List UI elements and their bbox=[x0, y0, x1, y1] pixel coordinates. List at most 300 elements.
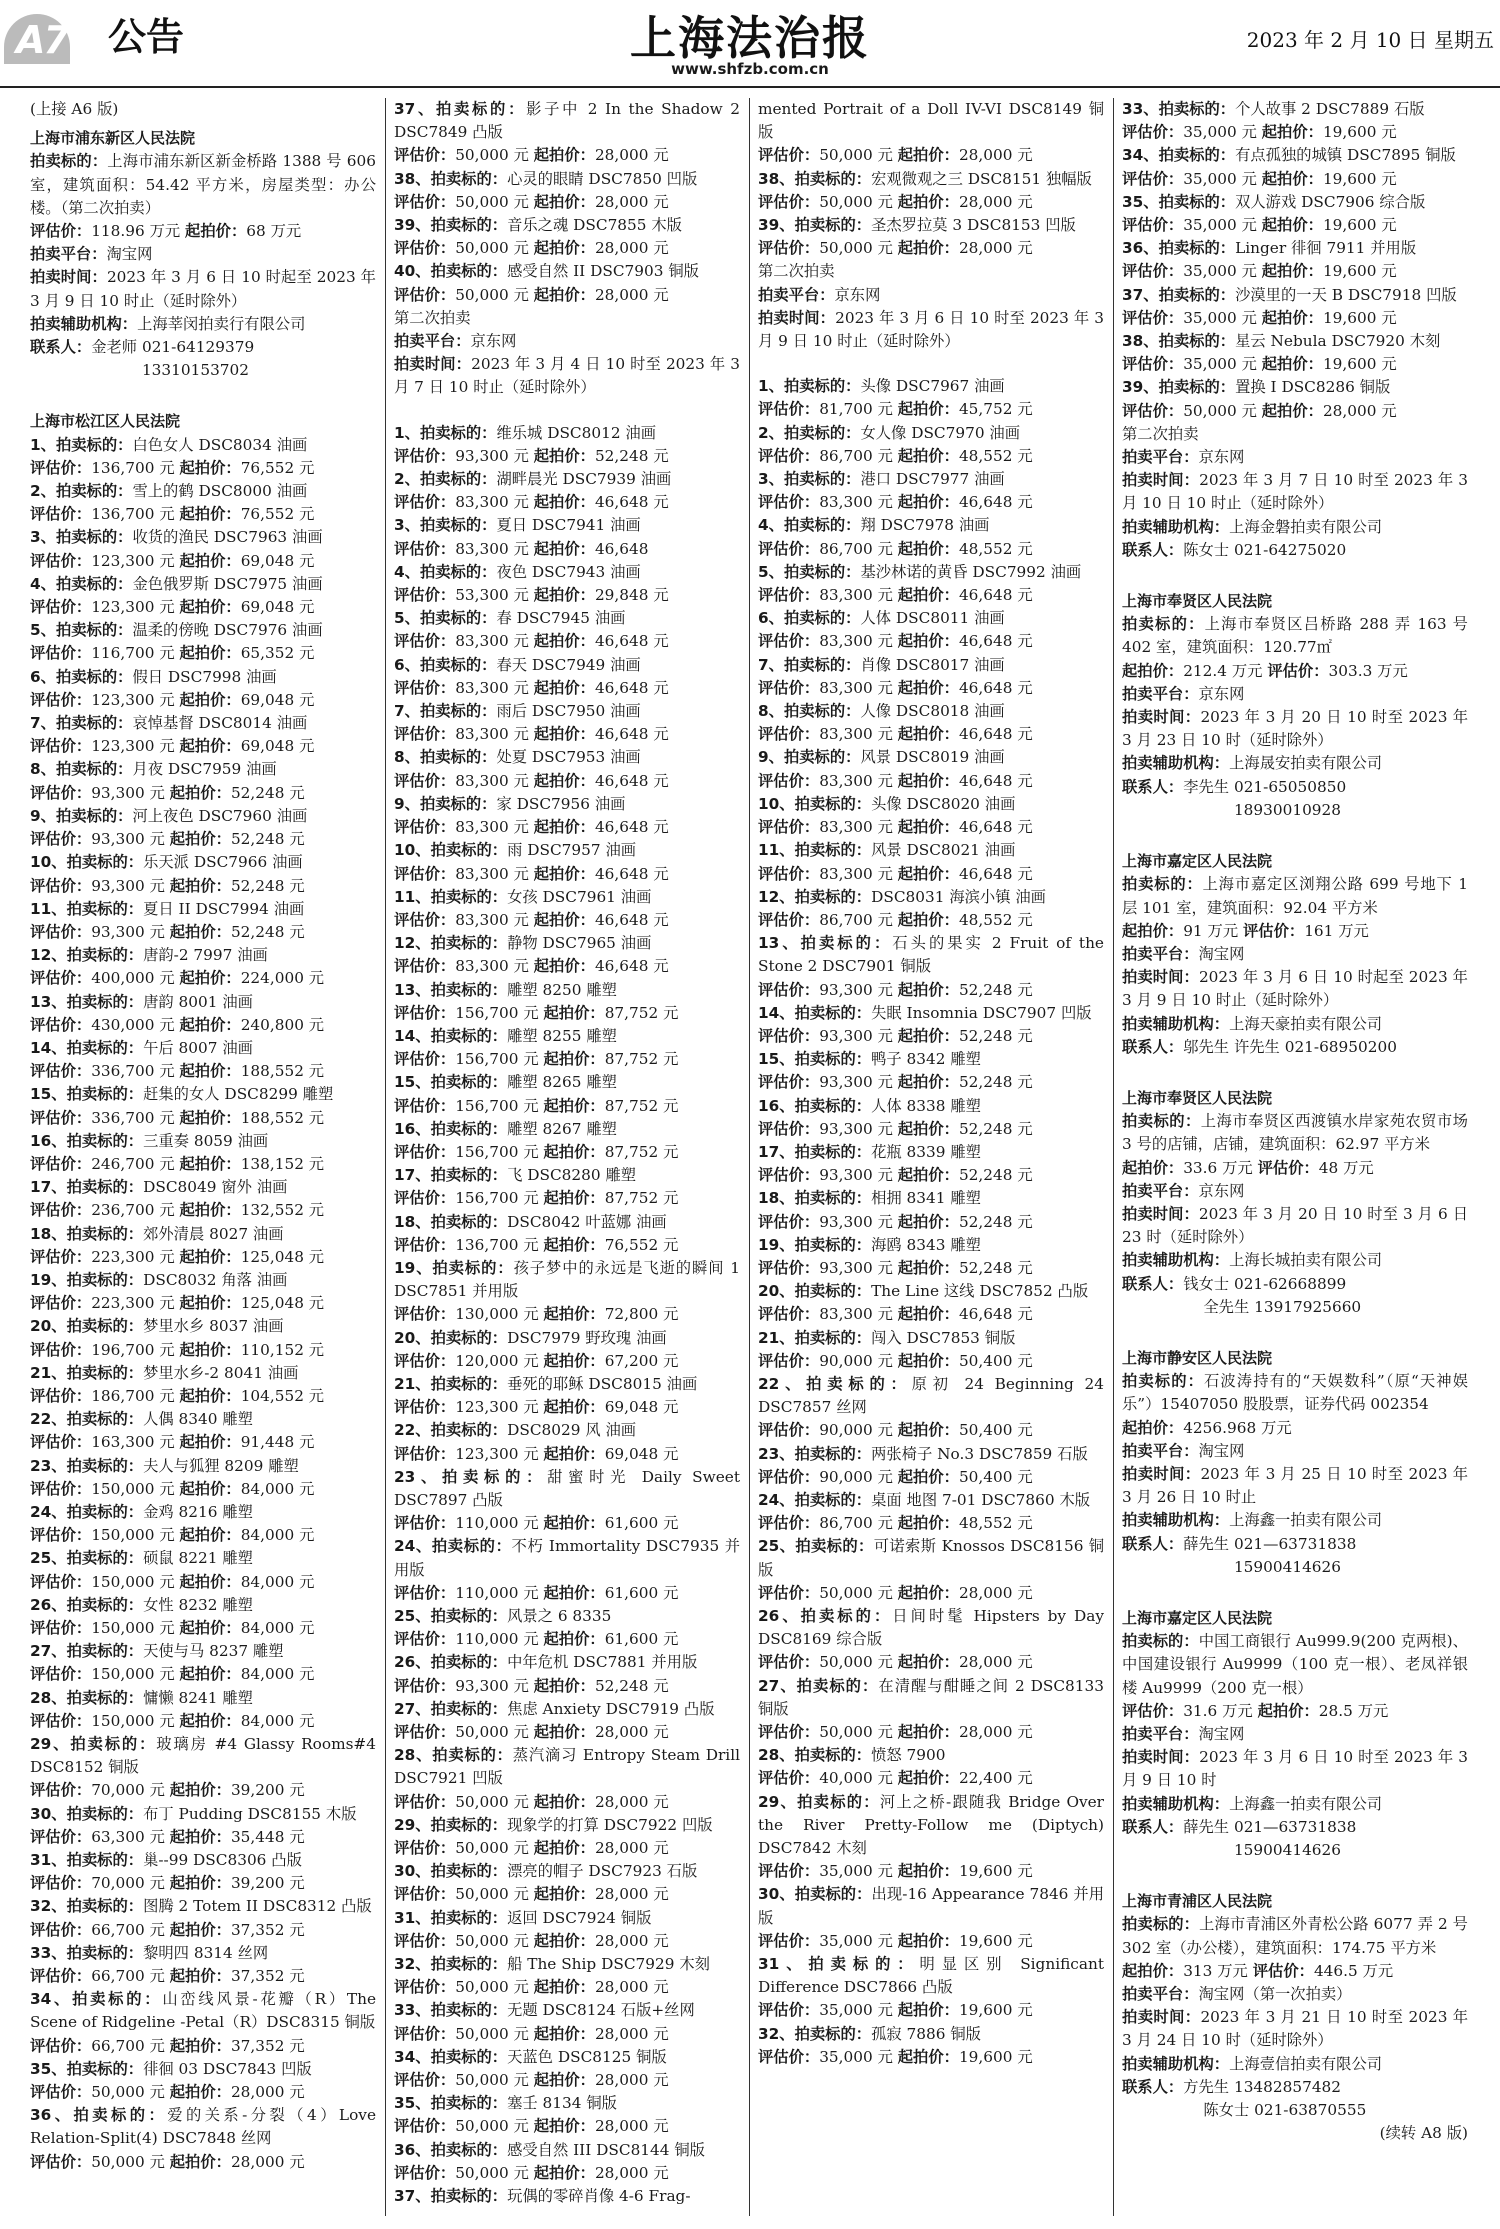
announcement-line: 31、拍卖标的：巢--99 DSC8306 凸版 bbox=[30, 1851, 302, 1870]
announcement-line: 25、拍卖标的：硕鼠 8221 雕塑 bbox=[30, 1549, 253, 1568]
announcement-line: 评估价：93,300 元 起拍价：52,248 元 bbox=[758, 1258, 1033, 1277]
announcement-line: 起拍价：33.6 万元 评估价：48 万元 bbox=[1122, 1158, 1374, 1177]
announcement-line: 评估价：93,300 元 起拍价：52,248 元 bbox=[758, 1073, 1033, 1092]
newspaper-masthead-logo: 上海法治报 bbox=[630, 11, 870, 65]
announcement-line: 评估价：150,000 元 起拍价：84,000 元 bbox=[30, 1526, 315, 1545]
announcement-line: 3、拍卖标的：港口 DSC7977 油画 bbox=[758, 470, 1005, 489]
spacer bbox=[758, 353, 1104, 375]
announcement-line: 第二次拍卖 bbox=[394, 308, 471, 327]
announcement-line: 19、拍卖标的：孩子梦中的永远是飞逝的瞬间 1 DSC7851 并用版 bbox=[394, 1258, 740, 1301]
announcement-line: 评估价：50,000 元 起拍价：28,000 元 bbox=[394, 1723, 669, 1742]
column-3 bbox=[758, 98, 1104, 2216]
court-heading: 上海市静安区人民法院 bbox=[1122, 1348, 1273, 1367]
column-divider bbox=[385, 98, 386, 2216]
announcement-line: 评估价：130,000 元 起拍价：72,800 元 bbox=[394, 1305, 679, 1324]
section-title: 公告 bbox=[108, 15, 185, 59]
announcement-line: 评估价：156,700 元 起拍价：87,752 元 bbox=[394, 1189, 679, 1208]
announcement-line: 评估价：93,300 元 起拍价：52,248 元 bbox=[30, 876, 305, 895]
announcement-line: 拍卖标的：上海市奉贤区吕桥路 288 弄 163 号 402 室，建筑面积：120.77㎡ bbox=[1122, 615, 1468, 657]
spacer bbox=[1122, 1319, 1468, 1341]
announcement-line: 17、拍卖标的：DSC8049 窗外 油画 bbox=[30, 1178, 288, 1197]
announcement-line: 拍卖辅助机构：上海鑫一拍卖有限公司 bbox=[1122, 1794, 1383, 1813]
announcement-line: 23、拍卖标的：两张椅子 No.3 DSC7859 石版 bbox=[758, 1444, 1088, 1463]
announcement-line: 评估价：83,300 元 起拍价：46,648 元 bbox=[394, 678, 669, 697]
announcement-line: 拍卖时间：2023 年 3 月 6 日 10 时至 2023 年 3 月 9 日 10 时止（延时除外） bbox=[758, 308, 1104, 351]
announcement-line: 评估价：86,700 元 起拍价：48,552 元 bbox=[758, 1514, 1033, 1533]
newspaper-url: www.shfzb.com.cn bbox=[671, 60, 829, 78]
announcement-line: 14、拍卖标的：午后 8007 油画 bbox=[30, 1038, 253, 1057]
announcement-line: 评估价：150,000 元 起拍价：84,000 元 bbox=[30, 1665, 315, 1684]
announcement-line: 拍卖标的：石波涛持有的“天娱数科”（原“天神娱乐”）15407050 股股票，证券代码 002354 bbox=[1122, 1372, 1468, 1414]
announcement-line: 评估价：50,000 元 起拍价：28,000 元 bbox=[394, 2117, 669, 2136]
court-heading: 上海市奉贤区人民法院 bbox=[1122, 592, 1273, 611]
announcement-line: 评估价：50,000 元 起拍价：28,000 元 bbox=[394, 146, 669, 165]
announcement-line: 拍卖平台：京东网 bbox=[1122, 684, 1245, 703]
announcement-line: 拍卖时间：2023 年 3 月 20 日 10 时至 2023 年 3 月 23 日 10 时（延时除外） bbox=[1122, 708, 1468, 750]
spacer bbox=[394, 400, 740, 422]
announcement-line: 评估价：53,300 元 起拍价：29,848 元 bbox=[394, 586, 669, 605]
announcement-line: 34、拍卖标的：山峦线风景-花瓣（R）The Scene of Ridgeline -Petal（R）DSC8315 铜版 bbox=[30, 1990, 376, 2032]
announcement-line: 拍卖时间：2023 年 3 月 6 日 10 时起至 2023 年 3 月 9 日 10 时止（延时除外） bbox=[1122, 968, 1468, 1010]
announcement-line: 12、拍卖标的：静物 DSC7965 油画 bbox=[394, 934, 652, 953]
announcement-line: 评估价：123,300 元 起拍价：69,048 元 bbox=[30, 551, 315, 570]
announcement-line: 36、拍卖标的：Linger 徘徊 7911 并用版 bbox=[1122, 239, 1417, 258]
announcement-line: 40、拍卖标的：感受自然 II DSC7903 铜版 bbox=[394, 262, 699, 281]
announcement-line: 8、拍卖标的：人像 DSC8018 油画 bbox=[758, 702, 1005, 721]
announcement-line: 评估价：163,300 元 起拍价：91,448 元 bbox=[30, 1433, 315, 1452]
announcement-line: 拍卖平台：京东网 bbox=[1122, 448, 1245, 467]
announcement-line: 32、拍卖标的：图腾 2 Totem II DSC8312 凸版 bbox=[30, 1897, 372, 1916]
announcement-line: 评估价：156,700 元 起拍价：87,752 元 bbox=[394, 1050, 679, 1069]
announcement-line: 联系人：金老师 021-64129379 bbox=[30, 338, 255, 357]
announcement-line: 评估价：90,000 元 起拍价：50,400 元 bbox=[758, 1421, 1033, 1440]
announcement-line: 34、拍卖标的：天蓝色 DSC8125 铜版 bbox=[394, 2047, 667, 2066]
announcement-line: 拍卖平台：淘宝网 bbox=[1122, 1441, 1245, 1460]
announcement-line: 17、拍卖标的：飞 DSC8280 雕塑 bbox=[394, 1166, 637, 1185]
announcement-line: 评估价：400,000 元 起拍价：224,000 元 bbox=[30, 969, 325, 988]
announcement-line: 评估价：35,000 元 起拍价：19,600 元 bbox=[1122, 169, 1397, 188]
announcement-line: 24、拍卖标的：桌面 地图 7-01 DSC7860 木版 bbox=[758, 1490, 1091, 1509]
announcement-line: 评估价：430,000 元 起拍价：240,800 元 bbox=[30, 1015, 325, 1034]
announcement-line: 27、拍卖标的：在清醒与酣睡之间 2 DSC8133 铜版 bbox=[758, 1676, 1104, 1718]
announcement-line: 5、拍卖标的：温柔的傍晚 DSC7976 油画 bbox=[30, 621, 323, 640]
announcement-line: 评估价：50,000 元 起拍价：28,000 元 bbox=[758, 1583, 1033, 1602]
announcement-line: 38、拍卖标的：宏观微观之三 DSC8151 独幅版 bbox=[758, 169, 1092, 188]
announcement-line: 评估价：93,300 元 起拍价：52,248 元 bbox=[758, 1212, 1033, 1231]
announcement-line: 35、拍卖标的：徘徊 03 DSC7843 凹版 bbox=[30, 2059, 312, 2078]
announcement-line: 评估价：81,700 元 起拍价：45,752 元 bbox=[758, 400, 1033, 419]
announcement-line: 起拍价：91 万元 评估价：161 万元 bbox=[1122, 921, 1369, 940]
announcement-line: (上接 A6 版) bbox=[30, 100, 119, 118]
announcement-line: 拍卖平台：京东网 bbox=[758, 285, 881, 304]
announcement-line: 评估价：35,000 元 起拍价：19,600 元 bbox=[1122, 355, 1397, 374]
announcement-line: 7、拍卖标的：雨后 DSC7950 油画 bbox=[394, 702, 641, 721]
announcement-line: 31、拍卖标的：明显区别 Significant Difference DSC7866 凸版 bbox=[758, 1955, 1104, 1997]
announcement-line: 16、拍卖标的：雕塑 8267 雕塑 bbox=[394, 1119, 617, 1138]
announcement-line: 评估价：50,000 元 起拍价：28,000 元 bbox=[394, 1931, 669, 1950]
announcement-line: 13、拍卖标的：石头的果实 2 Fruit of the Stone 2 DSC7901 铜版 bbox=[758, 934, 1104, 976]
announcement-line: 评估价：50,000 元 起拍价：28,000 元 bbox=[394, 2071, 669, 2090]
court-heading: 上海市青浦区人民法院 bbox=[1122, 1892, 1273, 1911]
spacer bbox=[1122, 562, 1468, 584]
announcement-line: 39、拍卖标的：圣杰罗拉莫 3 DSC8153 凹版 bbox=[758, 216, 1076, 235]
announcement-line: 评估价：50,000 元 起拍价：28,000 元 bbox=[30, 2083, 305, 2102]
announcement-line: 评估价：35,000 元 起拍价：19,600 元 bbox=[1122, 262, 1397, 281]
announcement-line: 评估价：196,700 元 起拍价：110,152 元 bbox=[30, 1340, 325, 1359]
announcement-line: 评估价：236,700 元 起拍价：132,552 元 bbox=[30, 1201, 325, 1220]
announcement-line: 联系人：薛先生 021—63731838 bbox=[1122, 1817, 1357, 1836]
announcement-line: 评估价：86,700 元 起拍价：48,552 元 bbox=[758, 910, 1033, 929]
announcement-line: 36、拍卖标的：感受自然 III DSC8144 铜版 bbox=[394, 2140, 705, 2159]
announcement-line: 评估价：66,700 元 起拍价：37,352 元 bbox=[30, 1967, 305, 1986]
announcement-line: 20、拍卖标的：DSC7979 野玫瑰 油画 bbox=[394, 1328, 667, 1347]
announcement-line: 10、拍卖标的：乐天派 DSC7966 油画 bbox=[30, 853, 303, 872]
announcement-line: 13、拍卖标的：雕塑 8250 雕塑 bbox=[394, 980, 617, 999]
announcement-line: 评估价：50,000 元 起拍价：28,000 元 bbox=[394, 192, 669, 211]
announcement-line: 29、拍卖标的：河上之桥-跟随我 Bridge Over the River Pretty-Follow me (Diptych) DSC7842 木刻 bbox=[758, 1792, 1104, 1858]
announcement-line: 拍卖标的：上海市奉贤区西渡镇水岸家苑农贸市场 3 号的店铺，店铺，建筑面积：62.97 平方米 bbox=[1122, 1112, 1468, 1154]
announcement-line: 拍卖辅助机构：上海金磐拍卖有限公司 bbox=[1122, 517, 1383, 536]
announcement-line: 拍卖时间：2023 年 3 月 4 日 10 时至 2023 年 3 月 7 日 10 时止（延时除外） bbox=[394, 355, 740, 397]
announcement-line: 评估价：83,300 元 起拍价：46,648 元 bbox=[758, 725, 1033, 744]
announcement-columns bbox=[30, 98, 1470, 2216]
announcement-line: 评估价：70,000 元 起拍价：39,200 元 bbox=[30, 1781, 305, 1800]
announcement-line: 9、拍卖标的：风景 DSC8019 油画 bbox=[758, 748, 1005, 767]
announcement-line: 32、拍卖标的：船 The Ship DSC7929 木刻 bbox=[394, 1955, 710, 1974]
announcement-line: 评估价：86,700 元 起拍价：48,552 元 bbox=[758, 446, 1033, 465]
announcement-line: 28、拍卖标的：蒸汽滴习 Entropy Steam Drill DSC7921 凹版 bbox=[394, 1746, 740, 1788]
announcement-line: 评估价：156,700 元 起拍价：87,752 元 bbox=[394, 1142, 679, 1161]
announcement-line: 评估价：50,000 元 起拍价：28,000 元 bbox=[758, 239, 1033, 258]
announcement-line: 评估价：136,700 元 起拍价：76,552 元 bbox=[394, 1235, 679, 1254]
announcement-line: 9、拍卖标的：河上夜色 DSC7960 油画 bbox=[30, 806, 308, 825]
announcement-line: 14、拍卖标的：雕塑 8255 雕塑 bbox=[394, 1026, 617, 1045]
announcement-line: 拍卖平台：淘宝网 bbox=[1122, 944, 1245, 963]
announcement-line: 拍卖标的：上海市青浦区外青松公路 6077 弄 2 号 302 室（办公楼），建筑面积：174.75 平方米 bbox=[1122, 1915, 1468, 1957]
announcement-line: 评估价：93,300 元 起拍价：52,248 元 bbox=[758, 1026, 1033, 1045]
announcement-line: 拍卖平台：淘宝网（第一次拍卖） bbox=[1122, 1985, 1352, 2004]
announcement-line: 10、拍卖标的：雨 DSC7957 油画 bbox=[394, 841, 637, 860]
announcement-line: 评估价：83,300 元 起拍价：46,648 元 bbox=[394, 632, 669, 651]
announcement-line: 15、拍卖标的：雕塑 8265 雕塑 bbox=[394, 1073, 617, 1092]
announcement-line: 30、拍卖标的：出现-16 Appearance 7846 并用版 bbox=[758, 1885, 1104, 1927]
spacer bbox=[1122, 1862, 1468, 1884]
announcement-line: 起拍价：4256.968 万元 bbox=[1122, 1418, 1292, 1437]
announcement-line: 29、拍卖标的：现象学的打算 DSC7922 凹版 bbox=[394, 1815, 713, 1834]
announcement-line: 评估价：93,300 元 起拍价：52,248 元 bbox=[30, 922, 305, 941]
announcement-line: 评估价：150,000 元 起拍价：84,000 元 bbox=[30, 1619, 315, 1637]
announcement-line: 33、拍卖标的：无题 DSC8124 石版+丝网 bbox=[394, 2001, 695, 2020]
announcement-line: 评估价：123,300 元 起拍价：69,048 元 bbox=[30, 737, 315, 756]
announcement-line: 4、拍卖标的：金色俄罗斯 DSC7975 油画 bbox=[30, 574, 323, 593]
announcement-line: 12、拍卖标的：DSC8031 海滨小镇 油画 bbox=[758, 887, 1046, 906]
announcement-line: 23、拍卖标的：甜蜜时光 Daily Sweet DSC7897 凸版 bbox=[394, 1467, 740, 1509]
announcement-line: 评估价：35,000 元 起拍价：19,600 元 bbox=[758, 1862, 1033, 1881]
announcement-line: 评估价：136,700 元 起拍价：76,552 元 bbox=[30, 505, 315, 524]
announcement-line: 联系人：钱女士 021-62668899 bbox=[1122, 1274, 1347, 1293]
announcement-line: 评估价：90,000 元 起拍价：50,400 元 bbox=[758, 1467, 1033, 1486]
announcement-line: 29、拍卖标的：玻璃房 #4 Glassy Rooms#4 DSC8152 铜版 bbox=[30, 1735, 376, 1777]
announcement-line: 评估价：83,300 元 起拍价：46,648 元 bbox=[758, 1305, 1033, 1324]
announcement-line: 评估价：83,300 元 起拍价：46,648 元 bbox=[758, 493, 1033, 512]
announcement-line: 评估价：31.6 万元 起拍价：28.5 万元 bbox=[1122, 1701, 1389, 1720]
announcement-line: 第二次拍卖 bbox=[758, 262, 835, 281]
announcement-line: mented Portrait of a Doll IV-VI DSC8149 铜版 bbox=[758, 100, 1104, 142]
announcement-line: 评估价：93,300 元 起拍价：52,248 元 bbox=[30, 783, 305, 802]
announcement-line: 33、拍卖标的：个人故事 2 DSC7889 石版 bbox=[1122, 100, 1425, 118]
announcement-line: 评估价：223,300 元 起拍价：125,048 元 bbox=[30, 1294, 325, 1313]
announcement-line: 10、拍卖标的：头像 DSC8020 油画 bbox=[758, 794, 1016, 813]
announcement-line: 评估价：50,000 元 起拍价：28,000 元 bbox=[394, 1839, 669, 1858]
announcement-line: 3、拍卖标的：收货的渔民 DSC7963 油画 bbox=[30, 528, 323, 547]
announcement-line: 拍卖时间：2023 年 3 月 6 日 10 时起至 2023 年 3 月 9 日 10 时止（延时除外） bbox=[30, 268, 376, 310]
announcement-line: 拍卖辅助机构：上海鑫一拍卖有限公司 bbox=[1122, 1511, 1383, 1530]
announcement-line: 评估价：223,300 元 起拍价：125,048 元 bbox=[30, 1247, 325, 1266]
announcement-line: 评估价：83,300 元 起拍价：46,648 元 bbox=[394, 771, 669, 790]
announcement-line: 19、拍卖标的：海鸥 8343 雕塑 bbox=[758, 1235, 981, 1254]
announcement-line: 评估价：93,300 元 起拍价：52,248 元 bbox=[30, 830, 305, 849]
announcement-line: 拍卖时间：2023 年 3 月 7 日 10 时至 2023 年 3 月 10 日 10 时止（延时除外） bbox=[1122, 471, 1468, 513]
announcement-line: 17、拍卖标的：花瓶 8339 雕塑 bbox=[758, 1142, 981, 1161]
announcement-line: 评估价：116,700 元 起拍价：65,352 元 bbox=[30, 644, 315, 663]
announcement-line: 联系人：方先生 13482857482 bbox=[1122, 2077, 1342, 2096]
announcement-line: 37、拍卖标的：玩偶的零碎肖像 4-6 Frag- bbox=[394, 2187, 691, 2206]
announcement-line: 拍卖辅助机构：上海晟安拍卖有限公司 bbox=[1122, 754, 1383, 773]
court-heading: 上海市嘉定区人民法院 bbox=[1122, 1608, 1273, 1627]
announcement-line: 评估价：123,300 元 起拍价：69,048 元 bbox=[30, 598, 315, 617]
announcement-line: 评估价：186,700 元 起拍价：104,552 元 bbox=[30, 1386, 325, 1405]
announcement-line: 34、拍卖标的：有点孤独的城镇 DSC7895 铜版 bbox=[1122, 146, 1456, 165]
announcement-line: 拍卖时间：2023 年 3 月 21 日 10 时至 2023 年 3 月 24 日 10 时（延时除外） bbox=[1122, 2008, 1468, 2050]
announcement-line: 拍卖平台：京东网 bbox=[1122, 1181, 1245, 1200]
announcement-line: 拍卖辅助机构：上海天豪拍卖有限公司 bbox=[1122, 1014, 1383, 1033]
announcement-line: 评估价：120,000 元 起拍价：67,200 元 bbox=[394, 1351, 679, 1370]
announcement-line: 评估价：50,000 元 起拍价：28,000 元 bbox=[394, 2024, 669, 2043]
announcement-line: 30、拍卖标的：漂亮的帽子 DSC7923 石版 bbox=[394, 1862, 698, 1881]
announcement-line: 30、拍卖标的：布丁 Pudding DSC8155 木版 bbox=[30, 1804, 357, 1823]
announcement-line: 38、拍卖标的：心灵的眼睛 DSC7850 凹版 bbox=[394, 169, 698, 188]
announcement-line: 15、拍卖标的：赶集的女人 DSC8299 雕塑 bbox=[30, 1085, 334, 1104]
announcement-line: 13310153702 bbox=[30, 361, 249, 380]
announcement-line: 2、拍卖标的：雪上的鹤 DSC8000 油画 bbox=[30, 482, 308, 501]
announcement-line: 13、拍卖标的：唐韵 8001 油画 bbox=[30, 992, 253, 1011]
announcement-line: 评估价：246,700 元 起拍价：138,152 元 bbox=[30, 1154, 325, 1173]
announcement-line: 24、拍卖标的：不朽 Immortality DSC7935 并用版 bbox=[394, 1537, 740, 1579]
announcement-line: 评估价：110,000 元 起拍价：61,600 元 bbox=[394, 1514, 679, 1533]
announcement-line: 15900414626 bbox=[1122, 1557, 1341, 1576]
announcement-line: 11、拍卖标的：女孩 DSC7961 油画 bbox=[394, 887, 652, 906]
announcement-line: 27、拍卖标的：焦虑 Anxiety DSC7919 凸版 bbox=[394, 1699, 715, 1718]
announcement-line: 16、拍卖标的：人体 8338 雕塑 bbox=[758, 1096, 981, 1115]
announcement-line: 拍卖平台：淘宝网 bbox=[30, 245, 153, 264]
announcement-line: 评估价：123,300 元 起拍价：69,048 元 bbox=[394, 1444, 679, 1463]
page-number-badge bbox=[4, 4, 100, 64]
announcement-line: 陈女士 021-63870555 bbox=[1122, 2101, 1367, 2120]
announcement-line: 评估价：50,000 元 起拍价：28,000 元 bbox=[394, 2163, 669, 2182]
announcement-line: 评估价：86,700 元 起拍价：48,552 元 bbox=[758, 539, 1033, 558]
announcement-line: 26、拍卖标的：女性 8232 雕塑 bbox=[30, 1595, 253, 1614]
court-heading: 上海市嘉定区人民法院 bbox=[1122, 852, 1273, 871]
spacer bbox=[1122, 1059, 1468, 1081]
announcement-line: 5、拍卖标的：基沙林诺的黄昏 DSC7992 油画 bbox=[758, 562, 1082, 581]
announcement-line: 14、拍卖标的：失眠 Insomnia DSC7907 凹版 bbox=[758, 1003, 1092, 1022]
announcement-line: 评估价：93,300 元 起拍价：52,248 元 bbox=[758, 1166, 1033, 1185]
announcement-line: 评估价：90,000 元 起拍价：50,400 元 bbox=[758, 1351, 1033, 1370]
announcement-line: 31、拍卖标的：返回 DSC7924 铜版 bbox=[394, 1908, 652, 1927]
announcement-line: 评估价：50,000 元 起拍价：28,000 元 bbox=[758, 1723, 1033, 1742]
announcement-line: 评估价：83,300 元 起拍价：46,648 元 bbox=[758, 864, 1033, 883]
announcement-line: 26、拍卖标的：中年危机 DSC7881 并用版 bbox=[394, 1653, 698, 1672]
announcement-line: 23、拍卖标的：夫人与狐狸 8209 雕塑 bbox=[30, 1456, 299, 1475]
announcement-line: 评估价：93,300 元 起拍价：52,248 元 bbox=[758, 980, 1033, 999]
announcement-line: 评估价：93,300 元 起拍价：52,248 元 bbox=[758, 1119, 1033, 1138]
page-number: A7 bbox=[16, 18, 68, 62]
announcement-line: 评估价：50,000 元 起拍价：28,000 元 bbox=[394, 285, 669, 304]
announcement-line: 33、拍卖标的：黎明四 8314 丝网 bbox=[30, 1943, 269, 1962]
announcement-line: 第二次拍卖 bbox=[1122, 424, 1199, 443]
announcement-line: 7、拍卖标的：哀悼基督 DSC8014 油画 bbox=[30, 714, 308, 733]
announcement-line: 评估价：336,700 元 起拍价：188,552 元 bbox=[30, 1062, 325, 1081]
announcement-line: 9、拍卖标的：家 DSC7956 油画 bbox=[394, 794, 626, 813]
announcement-line: 拍卖时间：2023 年 3 月 25 日 10 时至 2023 年 3 月 26 日 10 时止 bbox=[1122, 1464, 1468, 1507]
page-header bbox=[0, 0, 1500, 88]
announcement-line: 拍卖时间：2023 年 3 月 6 日 10 时至 2023 年 3 月 9 日 10 时 bbox=[1122, 1748, 1468, 1790]
announcement-line: 评估价：83,300 元 起拍价：46,648 元 bbox=[394, 910, 669, 929]
announcement-line: 评估价：83,300 元 起拍价：46,648 元 bbox=[394, 493, 669, 512]
announcement-line: 拍卖标的：上海市浦东新区新金桥路 1388 号 606 室，建筑面积：54.42 平方米，房屋类型：办公楼。（第二次拍卖） bbox=[30, 152, 376, 217]
announcement-line: 拍卖时间：2023 年 3 月 20 日 10 时至 3 月 6 日 23 时（延时除外） bbox=[1122, 1204, 1468, 1247]
announcement-line: 评估价：83,300 元 起拍价：46,648 元 bbox=[758, 771, 1033, 790]
announcement-line: 评估价：110,000 元 起拍价：61,600 元 bbox=[394, 1630, 679, 1649]
announcement-line: 18、拍卖标的：DSC8042 叶蓝娜 油画 bbox=[394, 1212, 667, 1231]
announcement-line: 25、拍卖标的：风景之 6 8335 bbox=[394, 1607, 612, 1625]
announcement-line: 评估价：50,000 元 起拍价：28,000 元 bbox=[394, 1885, 669, 1904]
column-1 bbox=[30, 98, 376, 2216]
announcement-line: 评估价：50,000 元 起拍价：28,000 元 bbox=[30, 2152, 305, 2171]
announcement-line: 评估价：83,300 元 起拍价：46,648 bbox=[394, 539, 649, 558]
announcement-line: 35、拍卖标的：塞壬 8134 铜版 bbox=[394, 2094, 617, 2113]
announcement-line: 36、拍卖标的：爱的关系-分裂（4）Love Relation-Split(4) DSC7848 丝网 bbox=[30, 2106, 376, 2148]
announcement-line: 评估价：83,300 元 起拍价：46,648 元 bbox=[758, 678, 1033, 697]
announcement-line: 评估价：136,700 元 起拍价：76,552 元 bbox=[30, 458, 315, 477]
column-4 bbox=[1122, 98, 1468, 2216]
spacer bbox=[1122, 1579, 1468, 1601]
announcement-line: 评估价：35,000 元 起拍价：19,600 元 bbox=[758, 2047, 1033, 2066]
announcement-line: 评估价：150,000 元 起拍价：84,000 元 bbox=[30, 1479, 315, 1498]
announcement-line: 20、拍卖标的：梦里水乡 8037 油画 bbox=[30, 1317, 284, 1336]
announcement-line: 21、拍卖标的：梦里水乡-2 8041 油画 bbox=[30, 1363, 299, 1382]
announcement-line: 27、拍卖标的：天使与马 8237 雕塑 bbox=[30, 1642, 284, 1661]
announcement-line: 4、拍卖标的：翔 DSC7978 油画 bbox=[758, 516, 990, 535]
announcement-line: 评估价：93,300 元 起拍价：52,248 元 bbox=[394, 446, 669, 465]
column-divider bbox=[1113, 98, 1114, 2216]
announcement-line: 12、拍卖标的：唐韵-2 7997 油画 bbox=[30, 946, 268, 965]
column-divider bbox=[749, 98, 750, 2216]
announcement-line: 3、拍卖标的：夏日 DSC7941 油画 bbox=[394, 516, 641, 535]
announcement-line: 评估价：35,000 元 起拍价：19,600 元 bbox=[758, 2001, 1033, 2020]
announcement-line: 全先生 13917925660 bbox=[1122, 1297, 1362, 1316]
announcement-line: 评估价：35,000 元 起拍价：19,600 元 bbox=[1122, 123, 1397, 142]
announcement-line: 联系人：李先生 021-65050850 bbox=[1122, 777, 1347, 796]
announcement-line: 联系人：邬先生 许先生 021-68950200 bbox=[1122, 1037, 1397, 1056]
announcement-line: 评估价：66,700 元 起拍价：37,352 元 bbox=[30, 2036, 305, 2055]
announcement-line: 评估价：66,700 元 起拍价：37,352 元 bbox=[30, 1920, 305, 1939]
announcement-line: 22、拍卖标的：原初 24 Beginning 24 DSC7857 丝网 bbox=[758, 1374, 1104, 1417]
announcement-line: 2、拍卖标的：女人像 DSC7970 油画 bbox=[758, 423, 1021, 442]
announcement-line: 39、拍卖标的：音乐之魂 DSC7855 木版 bbox=[394, 216, 682, 235]
column-2 bbox=[394, 98, 740, 2216]
announcement-line: 37、拍卖标的：沙漠里的一天 B DSC7918 凹版 bbox=[1122, 285, 1457, 304]
announcement-line: 评估价：123,300 元 起拍价：69,048 元 bbox=[30, 690, 315, 709]
announcement-line: 20、拍卖标的：The Line 这线 DSC7852 凸版 bbox=[758, 1282, 1089, 1301]
announcement-line: 评估价：50,000 元 起拍价：28,000 元 bbox=[394, 1978, 669, 1997]
spacer bbox=[30, 382, 376, 404]
announcement-line: 评估价：50,000 元 起拍价：28,000 元 bbox=[394, 1792, 669, 1811]
announcement-line: 评估价：83,300 元 起拍价：46,648 元 bbox=[758, 586, 1033, 605]
announcement-line: 评估价：156,700 元 起拍价：87,752 元 bbox=[394, 1003, 679, 1022]
announcement-line: 39、拍卖标的：置换 I DSC8286 铜版 bbox=[1122, 378, 1391, 397]
announcement-line: 拍卖辅助机构：上海莘闵拍卖行有限公司 bbox=[30, 314, 306, 333]
announcement-line: 15、拍卖标的：鸭子 8342 雕塑 bbox=[758, 1050, 981, 1069]
announcement-line: 评估价：35,000 元 起拍价：19,600 元 bbox=[1122, 308, 1397, 327]
announcement-line: 11、拍卖标的：风景 DSC8021 油画 bbox=[758, 841, 1016, 860]
announcement-line: 评估价：40,000 元 起拍价：22,400 元 bbox=[758, 1769, 1033, 1788]
announcement-line: 22、拍卖标的：DSC8029 风 油画 bbox=[394, 1421, 637, 1440]
announcement-line: 18、拍卖标的：相拥 8341 雕塑 bbox=[758, 1189, 981, 1208]
announcement-line: 21、拍卖标的：闯入 DSC7853 铜版 bbox=[758, 1328, 1016, 1347]
announcement-line: 26、拍卖标的：日间时髦 Hipsters by Day DSC8169 综合版 bbox=[758, 1607, 1104, 1649]
announcement-line: 6、拍卖标的：假日 DSC7998 油画 bbox=[30, 667, 277, 686]
announcement-line: 拍卖标的：上海市嘉定区浏翔公路 699 号地下 1 层 101 室，建筑面积：92.04 平方米 bbox=[1122, 875, 1468, 917]
announcement-line: 评估价：50,000 元 起拍价：28,000 元 bbox=[758, 146, 1033, 165]
announcement-line: 1、拍卖标的：头像 DSC7967 油画 bbox=[758, 377, 1005, 396]
announcement-line: 25、拍卖标的：可诺索斯 Knossos DSC8156 铜版 bbox=[758, 1537, 1104, 1579]
announcement-line: 32、拍卖标的：孤寂 7886 铜版 bbox=[758, 2024, 981, 2043]
announcement-line: 18930010928 bbox=[1122, 800, 1341, 819]
announcement-line: 起拍价：313 万元 评估价：446.5 万元 bbox=[1122, 1961, 1394, 1980]
announcement-line: 16、拍卖标的：三重奏 8059 油画 bbox=[30, 1131, 269, 1150]
announcement-line: 2、拍卖标的：湖畔晨光 DSC7939 油画 bbox=[394, 470, 672, 489]
announcement-line: 6、拍卖标的：人体 DSC8011 油画 bbox=[758, 609, 1005, 628]
announcement-line: 37、拍卖标的：影子中 2 In the Shadow 2 DSC7849 凸版 bbox=[394, 100, 740, 142]
announcement-line: 评估价：50,000 元 起拍价：28,000 元 bbox=[394, 239, 669, 258]
announcement-line: 11、拍卖标的：夏日 II DSC7994 油画 bbox=[30, 899, 305, 918]
announcement-line: 8、拍卖标的：处夏 DSC7953 油画 bbox=[394, 748, 641, 767]
announcement-line: 28、拍卖标的：慵懒 8241 雕塑 bbox=[30, 1688, 253, 1707]
announcement-line: 拍卖平台：京东网 bbox=[394, 332, 517, 351]
announcement-line: 1、拍卖标的：维乐城 DSC8012 油画 bbox=[394, 423, 657, 442]
spacer bbox=[1122, 822, 1468, 844]
announcement-line: 1、拍卖标的：白色女人 DSC8034 油画 bbox=[30, 435, 308, 454]
announcement-line: 评估价：70,000 元 起拍价：39,200 元 bbox=[30, 1874, 305, 1893]
announcement-line: 8、拍卖标的：月夜 DSC7959 油画 bbox=[30, 760, 277, 779]
announcement-line: 评估价：83,300 元 起拍价：46,648 元 bbox=[394, 725, 669, 744]
court-heading: 上海市松江区人民法院 bbox=[30, 412, 181, 431]
announcement-line: 评估价：83,300 元 起拍价：46,648 元 bbox=[758, 632, 1033, 651]
issue-date: 2023 年 2 月 10 日 星期五 bbox=[1246, 28, 1494, 52]
announcement-line: 评估价：83,300 元 起拍价：46,648 元 bbox=[394, 818, 669, 837]
announcement-line: 评估价：83,300 元 起拍价：46,648 元 bbox=[394, 864, 669, 883]
announcement-line: 18、拍卖标的：郊外清晨 8027 油画 bbox=[30, 1224, 284, 1243]
announcement-line: 评估价：118.96 万元 起拍价：68 万元 bbox=[30, 222, 302, 241]
announcement-line: 评估价：35,000 元 起拍价：19,600 元 bbox=[1122, 216, 1397, 235]
announcement-line: 拍卖标的：中国工商银行 Au999.9(200 克两根)、中国建设银行 Au9999（100 克一根）、老凤祥银楼 Au9999（200 克一根） bbox=[1122, 1632, 1468, 1697]
announcement-line: 38、拍卖标的：星云 Nebula DSC7920 木刻 bbox=[1122, 332, 1441, 351]
announcement-line: 评估价：150,000 元 起拍价：84,000 元 bbox=[30, 1572, 315, 1591]
court-heading: 上海市奉贤区人民法院 bbox=[1122, 1088, 1273, 1107]
announcement-line: 6、拍卖标的：春天 DSC7949 油画 bbox=[394, 655, 641, 674]
announcement-line: 24、拍卖标的：金鸡 8216 雕塑 bbox=[30, 1502, 253, 1521]
